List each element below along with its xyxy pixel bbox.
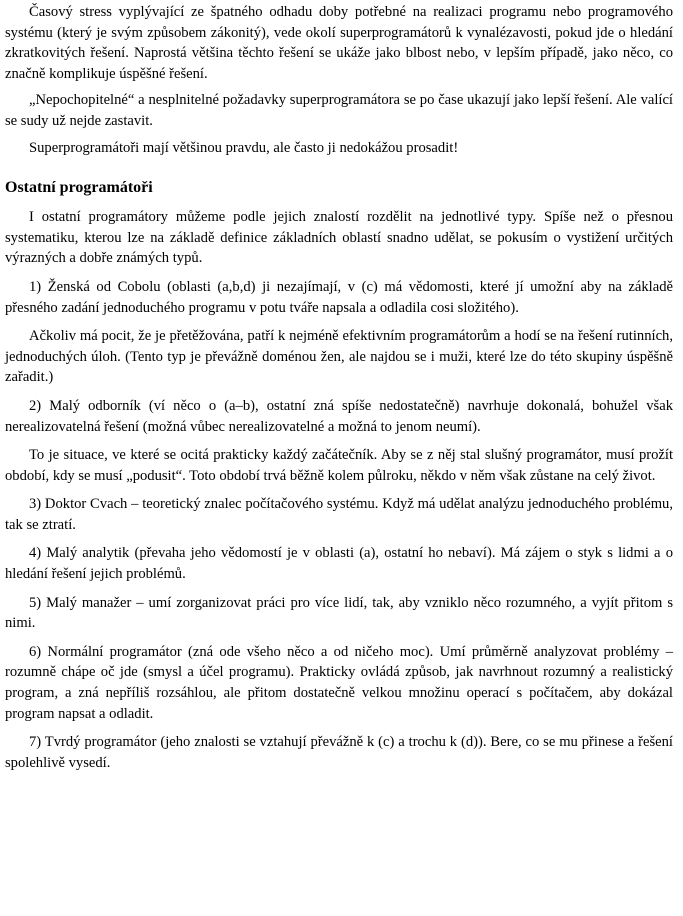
section-paragraph-type-2: 2) Malý odborník (ví něco o (a–b), ostatní zná spíše nedostatečně) navrhuje dokonalá, bohužel však nerealizovatelná řešení (možná vůbec nerealizovatelné a možná to jenom neumí). bbox=[5, 397, 673, 435]
section-heading: Ostatní programátoři bbox=[5, 179, 153, 197]
section-paragraph-type-4: 4) Malý analytik (převaha jeho vědomostí je v oblasti (a), ostatní ho nebaví). Má zájem o styk s lidmi a o hledání řešení jejich problémů. bbox=[5, 545, 673, 583]
section-paragraph-intro: I ostatní programátory můžeme podle jejich znalostí rozdělit na jednotlivé typy. Spíše než o přesnou systematiku, kterou lze na základě definice základních oblastí snadno udělat, se pokusím o vystižení určitých výrazných a dobře známých typů. bbox=[5, 209, 673, 267]
section-paragraph-type-2-note: To je situace, ve které se ocitá prakticky každý začátečník. Aby se z něj stal slušný programátor, musí prožít období, kdy se musí „podusit“. Toto období trvá běžně kolem půlroku, někdo v něm však zůstane na celý život. bbox=[5, 447, 673, 484]
section-paragraph-type-5: 5) Malý manažer – umí zorganizovat práci pro více lidí, tak, aby vzniklo něco rozumného, a vyjít přitom s nimi. bbox=[5, 594, 673, 632]
intro-paragraph-requirements: „Nepochopitelné“ a nesplnitelné požadavky superprogramátora se po čase ukazují jako lepší řešení. Ale valící se sudy už nejde zastavit. bbox=[5, 92, 673, 129]
section-paragraph-type-3: 3) Doktor Cvach – teoretický znalec počítačového systému. Když má udělat analýzu jednoduchého problému, tak se ztratí. bbox=[5, 496, 673, 533]
section-paragraph-type-1-note: Ačkoliv má pocit, že je přetěžována, patří k nejméně efektivním programátorům a hodí se na řešení rutinních, jednoduchých úloh. (Tento typ je převážně doménou žen, ale najdou se i muži, které lze do této skupiny úspěšně zařadit.) bbox=[5, 328, 673, 386]
section-paragraph-type-7: 7) Tvrdý programátor (jeho znalosti se vztahují převážně k (c) a trochu k (d)). Bere, co se mu přinese a řešení spolehlivě vysedí. bbox=[5, 734, 673, 771]
section-paragraph-type-1: 1) Ženská od Cobolu (oblasti (a,b,d) ji nezajímají, v (c) má vědomosti, které jí umožní aby na základě přesného zadání jednoduchého programu v potu tváře napsala a odladila cosi složitého). bbox=[5, 278, 673, 316]
intro-paragraph-stress: Časový stress vyplývající ze špatného odhadu doby potřebné na realizaci programu nebo programového systému (který je svým způsobem zákonitý), vede okolí superprogramátorů k vynalézavosti, pokud jde o hledání zkratkovitých řešení. Naprostá většina těchto řešení se ukáže jako blbost nebo, v lepším případě, jako něco, co značně komplikuje úspěšné řešení. bbox=[5, 4, 673, 82]
intro-paragraph-conclusion: Superprogramátoři mají většinou pravdu, ale často ji nedokážou prosadit! bbox=[29, 139, 459, 156]
section-paragraph-type-6: 6) Normální programátor (zná ode všeho něco a od ničeho moc). Umí průměrně analyzovat problémy – rozumně chápe oč jde (smysl a účel programu). Prakticky ovládá způsob, jak navrhnout rozumný a realistický program, a zná nepříliš rozsáhlou, ale přitom dostatečně velkou množinu operací s počítačem, aby dokázal program napsat a odladit. bbox=[5, 643, 673, 722]
document-page bbox=[5, 2, 673, 781]
